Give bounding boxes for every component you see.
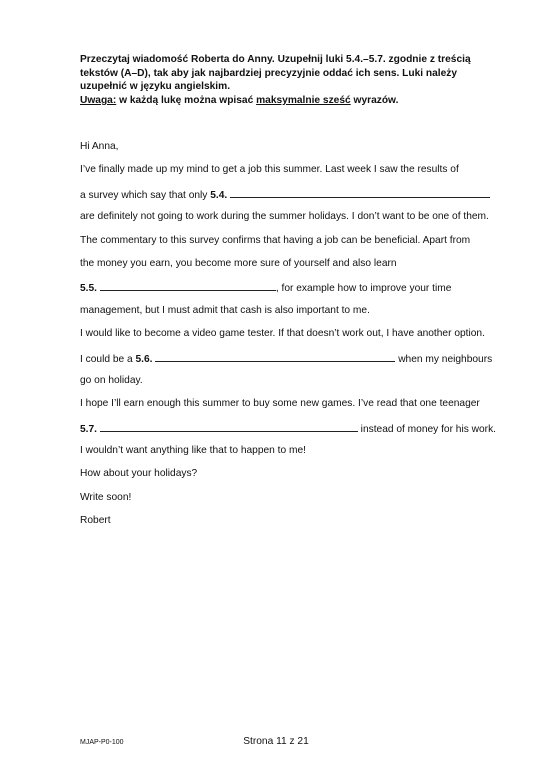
letter-line-gap-55 <box>80 280 500 303</box>
gap-number-56: 5.6. <box>135 353 153 365</box>
instruction-line-1: Przeczytaj wiadomość Roberta do Anny. Uzupełnij luki 5.4.–5.7. zgodnie z treścią <box>80 54 471 65</box>
answer-blank-54[interactable] <box>230 187 490 198</box>
page-number: Strona 11 z 21 <box>243 736 309 747</box>
line-text: , for example how to improve your time <box>275 283 452 295</box>
letter-line-gap-54 <box>80 187 500 210</box>
letter-line-gap-57 <box>80 421 500 444</box>
letter-signature: Robert <box>80 515 111 527</box>
instruction-line-2: tekstów (A–D), tak aby jak najbardziej precyzyjnie oddać ich sens. Luki należy <box>80 67 458 79</box>
answer-blank-57[interactable] <box>100 421 358 432</box>
exam-code: MJAP-P0-100 <box>80 739 124 746</box>
letter-line: I’ve finally made up my mind to get a job this summer. Last week I saw the results of <box>80 164 459 176</box>
gap-number-54: 5.4. <box>210 189 228 201</box>
gap-number-55: 5.5. <box>80 283 97 295</box>
line-text: I could be a <box>80 353 136 365</box>
letter-line: I wouldn’t want anything like that to happen to me! <box>80 445 306 457</box>
note-end: wyrazów. <box>350 94 399 106</box>
line-text: when my neighbours <box>395 353 493 365</box>
letter-line: Write soon! <box>80 491 132 503</box>
instruction-note <box>80 94 500 108</box>
letter-line: How about your holidays? <box>80 468 198 480</box>
gap-number-57: 5.7. <box>80 423 97 435</box>
line-text: a survey which say that only <box>80 189 211 201</box>
letter-line-gap-56 <box>80 351 500 374</box>
letter-body <box>80 140 500 538</box>
letter-line: The commentary to this survey confirms that having a job can be beneficial. Apart from <box>80 234 471 246</box>
instruction-line-3: uzupełnić w języku angielskim. <box>80 81 231 93</box>
note-label: Uwaga: <box>80 94 117 106</box>
note-emphasis: maksymalnie sześć <box>256 94 351 106</box>
letter-line: go on holiday. <box>80 374 143 386</box>
letter-line: management, but I must admit that cash is also important to me. <box>80 304 370 316</box>
answer-blank-56[interactable] <box>155 351 395 362</box>
letter-line: are definitely not going to work during the summer holidays. I don’t want to be one of them. <box>80 211 489 223</box>
letter-greeting: Hi Anna, <box>80 141 119 152</box>
task-instructions <box>80 53 500 107</box>
letter-line: the money you earn, you become more sure of yourself and also learn <box>80 257 397 269</box>
letter-line: I hope I’ll earn enough this summer to buy some new games. I’ve read that one teenager <box>80 398 480 410</box>
note-text: w każdą lukę można wpisać <box>116 94 257 106</box>
line-text: instead of money for his work. <box>357 423 497 435</box>
letter-line: I would like to become a video game tester. If that doesn’t work out, I have another option. <box>80 328 485 340</box>
answer-blank-55[interactable] <box>100 280 276 291</box>
